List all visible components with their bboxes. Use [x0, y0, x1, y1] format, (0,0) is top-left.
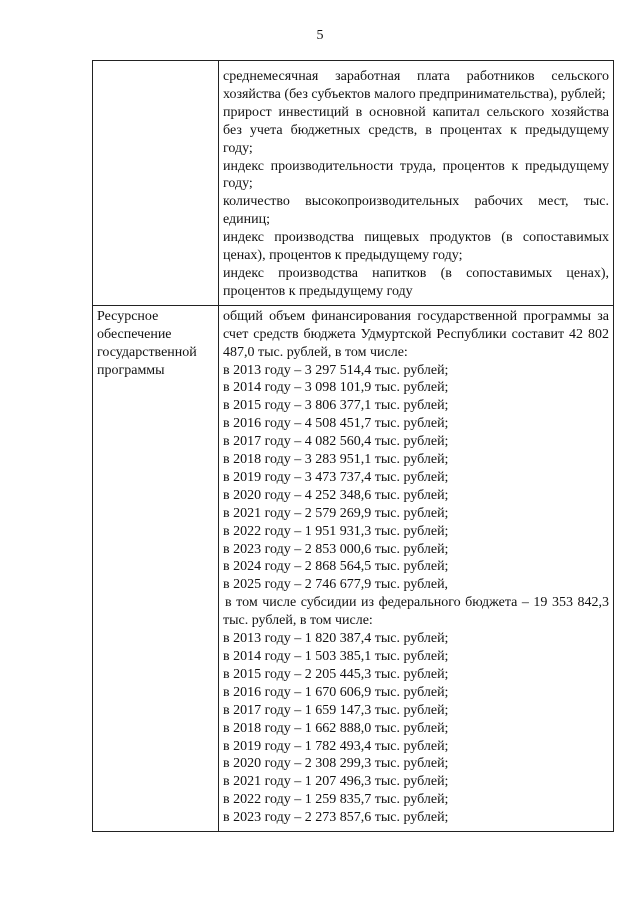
federal-funding-year-line: в 2018 году – 1 662 888,0 тыс. рублей; [223, 720, 449, 736]
indicator-item: количество высокопроизводительных рабочих мест, тыс. единиц; [223, 194, 609, 228]
federal-funding-year-line: в 2020 году – 2 308 299,3 тыс. рублей; [223, 756, 449, 772]
federal-funding-year-line: в 2022 году – 1 259 835,7 тыс. рублей; [223, 792, 449, 808]
funding-intro: общий объем финансирования государственной программы за счет средств бюджета Удмуртской Республики составит 42 802 487,0 тыс. рублей, в том числе: [223, 308, 609, 360]
total-funding-year-line: в 2017 году – 4 082 560,4 тыс. рублей; [223, 434, 449, 450]
resources-label: Ресурсное обеспечение государственной программы [97, 308, 197, 378]
total-funding-year-line: в 2025 году – 2 746 677,9 тыс. рублей, [223, 577, 449, 593]
total-funding-year-line: в 2020 году – 4 252 348,6 тыс. рублей; [223, 487, 449, 503]
federal-funding-year-line: в 2014 году – 1 503 385,1 тыс. рублей; [223, 649, 449, 664]
federal-funding-year-line: в 2019 году – 1 782 493,4 тыс. рублей; [223, 738, 449, 754]
indicator-item: индекс производительности труда, процентов к предыдущему году; [223, 158, 609, 192]
indicator-item: среднемесячная заработная плата работников сельского хозяйства (без субъектов малого предпринимательства), рублей; [223, 69, 609, 102]
resources-label-cell [93, 305, 219, 831]
federal-funding-year-line: в 2023 году – 2 273 857,6 тыс. рублей; [223, 810, 449, 826]
total-funding-year-line: в 2022 году – 1 951 931,3 тыс. рублей; [223, 523, 449, 539]
indicator-item: индекс производства пищевых продуктов (в сопоставимых ценах), процентов к предыдущему году; [223, 230, 609, 264]
indicators-row [93, 61, 614, 306]
federal-funding-year-line: в 2016 году – 1 670 606,9 тыс. рублей; [223, 684, 449, 700]
indicator-item: индекс производства напитков (в сопоставимых ценах), процентов к предыдущему году [223, 265, 609, 299]
total-funding-year-line: в 2018 году – 3 283 951,1 тыс. рублей; [223, 452, 449, 468]
indicator-item: прирост инвестиций в основной капитал сельского хозяйства без учета бюджетных средств, в процентах к предыдущему году; [223, 104, 609, 156]
federal-funding-year-line: в 2015 году – 2 205 445,3 тыс. рублей; [223, 666, 449, 682]
federal-funding-year-line: в 2017 году – 1 659 147,3 тыс. рублей; [223, 702, 449, 718]
federal-funding-intro: в том числе субсидии из федерального бюджета – 19 353 842,3 тыс. рублей, в том числе: [223, 595, 609, 629]
total-funding-year-line: в 2015 году – 3 806 377,1 тыс. рублей; [223, 398, 449, 414]
federal-funding-by-year-list [219, 630, 613, 827]
total-funding-year-line: в 2024 году – 2 868 564,5 тыс. рублей; [223, 559, 449, 575]
total-funding-year-line: в 2016 году – 4 508 451,7 тыс. рублей; [223, 416, 449, 432]
total-funding-year-line: в 2014 году – 3 098 101,9 тыс. рублей; [223, 380, 449, 396]
indicators-label-cell [93, 61, 219, 306]
total-funding-by-year-list [219, 362, 613, 595]
indicators-label [93, 61, 218, 63]
total-funding-year-line: в 2023 году – 2 853 000,6 тыс. рублей; [223, 541, 449, 557]
federal-funding-year-line: в 2021 году – 1 207 496,3 тыс. рублей; [223, 774, 449, 790]
total-funding-year-line: в 2013 году – 3 297 514,4 тыс. рублей; [223, 362, 449, 378]
indicators-content-cell [219, 61, 614, 306]
total-funding-year-line: в 2019 году – 3 473 737,4 тыс. рублей; [223, 469, 449, 485]
total-funding-year-line: в 2021 году – 2 579 269,9 тыс. рублей; [223, 505, 449, 521]
resources-content-cell [219, 305, 614, 831]
page-number: 5 [316, 28, 324, 43]
program-passport-table [92, 60, 614, 832]
resources-row [93, 305, 614, 831]
federal-funding-year-line: в 2013 году – 1 820 387,4 тыс. рублей; [223, 631, 449, 647]
